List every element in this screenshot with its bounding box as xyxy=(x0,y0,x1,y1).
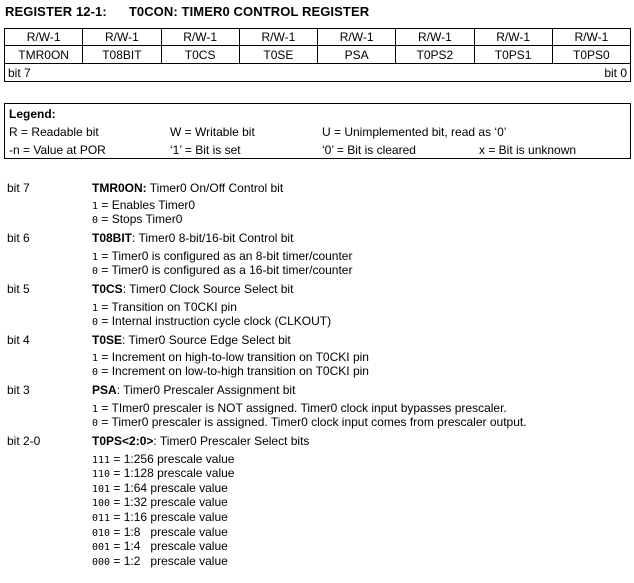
option-code: 100 xyxy=(92,498,111,509)
option-code: 110 xyxy=(92,469,111,480)
bit-position-cell xyxy=(5,64,631,82)
bit-name-cell: T0PS0 xyxy=(552,46,630,64)
option-code: 101 xyxy=(92,484,111,495)
access-cell: R/W-1 xyxy=(161,29,239,46)
legend-title: Legend: xyxy=(9,107,56,121)
bit-label: bit 6 xyxy=(7,231,30,245)
option-code: 001 xyxy=(92,542,111,553)
field-title xyxy=(92,383,295,397)
option-line xyxy=(92,452,234,466)
field-title xyxy=(92,333,291,347)
field-description: : Timer0 Prescaler Assignment bit xyxy=(116,383,296,397)
option-line xyxy=(92,263,352,277)
bit-name-cell: T0SE xyxy=(239,46,317,64)
option-text: = Increment on high-to-low transition on T0CKI pin xyxy=(98,350,369,364)
option-code: 1 xyxy=(92,201,99,212)
access-cell: R/W-1 xyxy=(5,29,83,46)
option-text: = TImer0 prescaler is NOT assigned. Timer0 clock input bypasses prescaler. xyxy=(98,401,507,415)
option-line xyxy=(92,525,228,539)
option-text: = Timer0 is configured as a 16-bit timer/counter xyxy=(98,263,353,277)
option-line xyxy=(92,314,331,328)
bit-name-row xyxy=(5,46,631,64)
field-name: T0PS<2:0> xyxy=(92,434,154,448)
register-number: REGISTER 12-1: xyxy=(5,4,107,19)
access-cell: R/W-1 xyxy=(552,29,630,46)
legend-readable: R = Readable bit xyxy=(9,125,99,139)
bit-name-cell: T0PS2 xyxy=(396,46,474,64)
field-name: T08BIT xyxy=(92,231,133,245)
option-text: = 1:256 prescale value xyxy=(110,452,235,466)
option-line xyxy=(92,198,195,212)
access-cell: R/W-1 xyxy=(396,29,474,46)
access-cell: R/W-1 xyxy=(474,29,552,46)
field-title xyxy=(92,282,293,296)
field-title xyxy=(92,181,283,195)
option-code: 1 xyxy=(92,252,99,263)
option-text: = 1:64 prescale value xyxy=(110,481,228,495)
legend-unimplemented: U = Unimplemented bit, read as ‘0’ xyxy=(322,125,507,139)
field-name: TMR0ON: xyxy=(92,181,147,195)
option-code: 1 xyxy=(92,404,99,415)
option-line xyxy=(92,401,507,415)
option-code: 000 xyxy=(92,557,111,568)
bit-label: bit 7 xyxy=(7,181,30,195)
option-text: = 1:32 prescale value xyxy=(110,495,228,509)
field-description: : Timer0 Prescaler Select bits xyxy=(153,434,310,448)
bit-name-cell: T08BIT xyxy=(83,46,161,64)
option-line xyxy=(92,249,352,263)
option-line xyxy=(92,495,228,509)
legend-bit-set: ‘1’ = Bit is set xyxy=(170,143,241,157)
bit-name-cell: T0CS xyxy=(161,46,239,64)
option-code: 0 xyxy=(92,367,99,378)
field-name: T0SE xyxy=(92,333,123,347)
field-description: Timer0 On/Off Control bit xyxy=(146,181,284,195)
register-name: T0CON: TIMER0 CONTROL REGISTER xyxy=(128,4,370,19)
field-name: T0CS xyxy=(92,282,123,296)
option-code: 0 xyxy=(92,418,99,429)
field-description: : Timer0 Source Edge Select bit xyxy=(122,333,291,347)
bit-label: bit 4 xyxy=(7,333,30,347)
option-line xyxy=(92,466,234,480)
legend-writable: W = Writable bit xyxy=(170,125,255,139)
option-line xyxy=(92,300,237,314)
option-line xyxy=(92,554,228,568)
option-line xyxy=(92,539,228,553)
option-code: 0 xyxy=(92,317,99,328)
option-text: = 1:2 prescale value xyxy=(110,554,228,568)
option-text: = Internal instruction cycle clock (CLKOUT) xyxy=(98,314,332,328)
option-code: 1 xyxy=(92,303,99,314)
option-text: = 1:16 prescale value xyxy=(110,510,228,524)
option-line xyxy=(92,510,228,524)
field-name: PSA xyxy=(92,383,117,397)
legend-por: -n = Value at POR xyxy=(9,143,106,157)
field-description: : Timer0 8-bit/16-bit Control bit xyxy=(132,231,294,245)
field-title xyxy=(92,434,309,448)
option-text: = 1:4 prescale value xyxy=(110,539,228,553)
bit-name-cell: T0PS1 xyxy=(474,46,552,64)
access-cell: R/W-1 xyxy=(318,29,396,46)
option-text: = Transition on T0CKI pin xyxy=(98,300,237,314)
option-code: 011 xyxy=(92,513,111,524)
option-line xyxy=(92,212,182,226)
register-bit-table xyxy=(4,28,631,82)
bit-label: bit 5 xyxy=(7,282,30,296)
option-line xyxy=(92,481,228,495)
option-code: 1 xyxy=(92,353,99,364)
bit-label: bit 2-0 xyxy=(7,434,41,448)
option-line xyxy=(92,415,527,429)
field-title xyxy=(92,231,293,245)
option-text: = 1:128 prescale value xyxy=(110,466,235,480)
access-cell: R/W-1 xyxy=(239,29,317,46)
option-text: = Timer0 prescaler is assigned. Timer0 clock input comes from prescaler output. xyxy=(98,415,527,429)
option-text: = 1:8 prescale value xyxy=(110,525,228,539)
msb-label: bit 7 xyxy=(8,65,31,80)
option-line xyxy=(92,364,369,378)
option-text: = Enables Timer0 xyxy=(98,198,196,212)
legend-bit-cleared: ‘0’ = Bit is cleared xyxy=(322,143,416,157)
option-code: 0 xyxy=(92,266,99,277)
option-code: 111 xyxy=(92,455,111,466)
option-line xyxy=(92,350,369,364)
option-code: 010 xyxy=(92,528,111,539)
bit-label: bit 3 xyxy=(7,383,30,397)
access-row xyxy=(5,29,631,46)
access-cell: R/W-1 xyxy=(83,29,161,46)
register-title xyxy=(5,4,369,19)
bit-name-cell: TMR0ON xyxy=(5,46,83,64)
option-code: 0 xyxy=(92,215,99,226)
legend-box xyxy=(4,103,631,159)
option-text: = Stops Timer0 xyxy=(98,212,183,226)
field-description: : Timer0 Clock Source Select bit xyxy=(122,282,294,296)
option-text: = Increment on low-to-high transition on T0CKI pin xyxy=(98,364,369,378)
bit-position-row xyxy=(5,64,631,82)
bit-name-cell: PSA xyxy=(318,46,396,64)
lsb-label: bit 0 xyxy=(604,65,627,80)
option-text: = Timer0 is configured as an 8-bit timer/counter xyxy=(98,249,353,263)
legend-bit-unknown: x = Bit is unknown xyxy=(479,143,577,157)
